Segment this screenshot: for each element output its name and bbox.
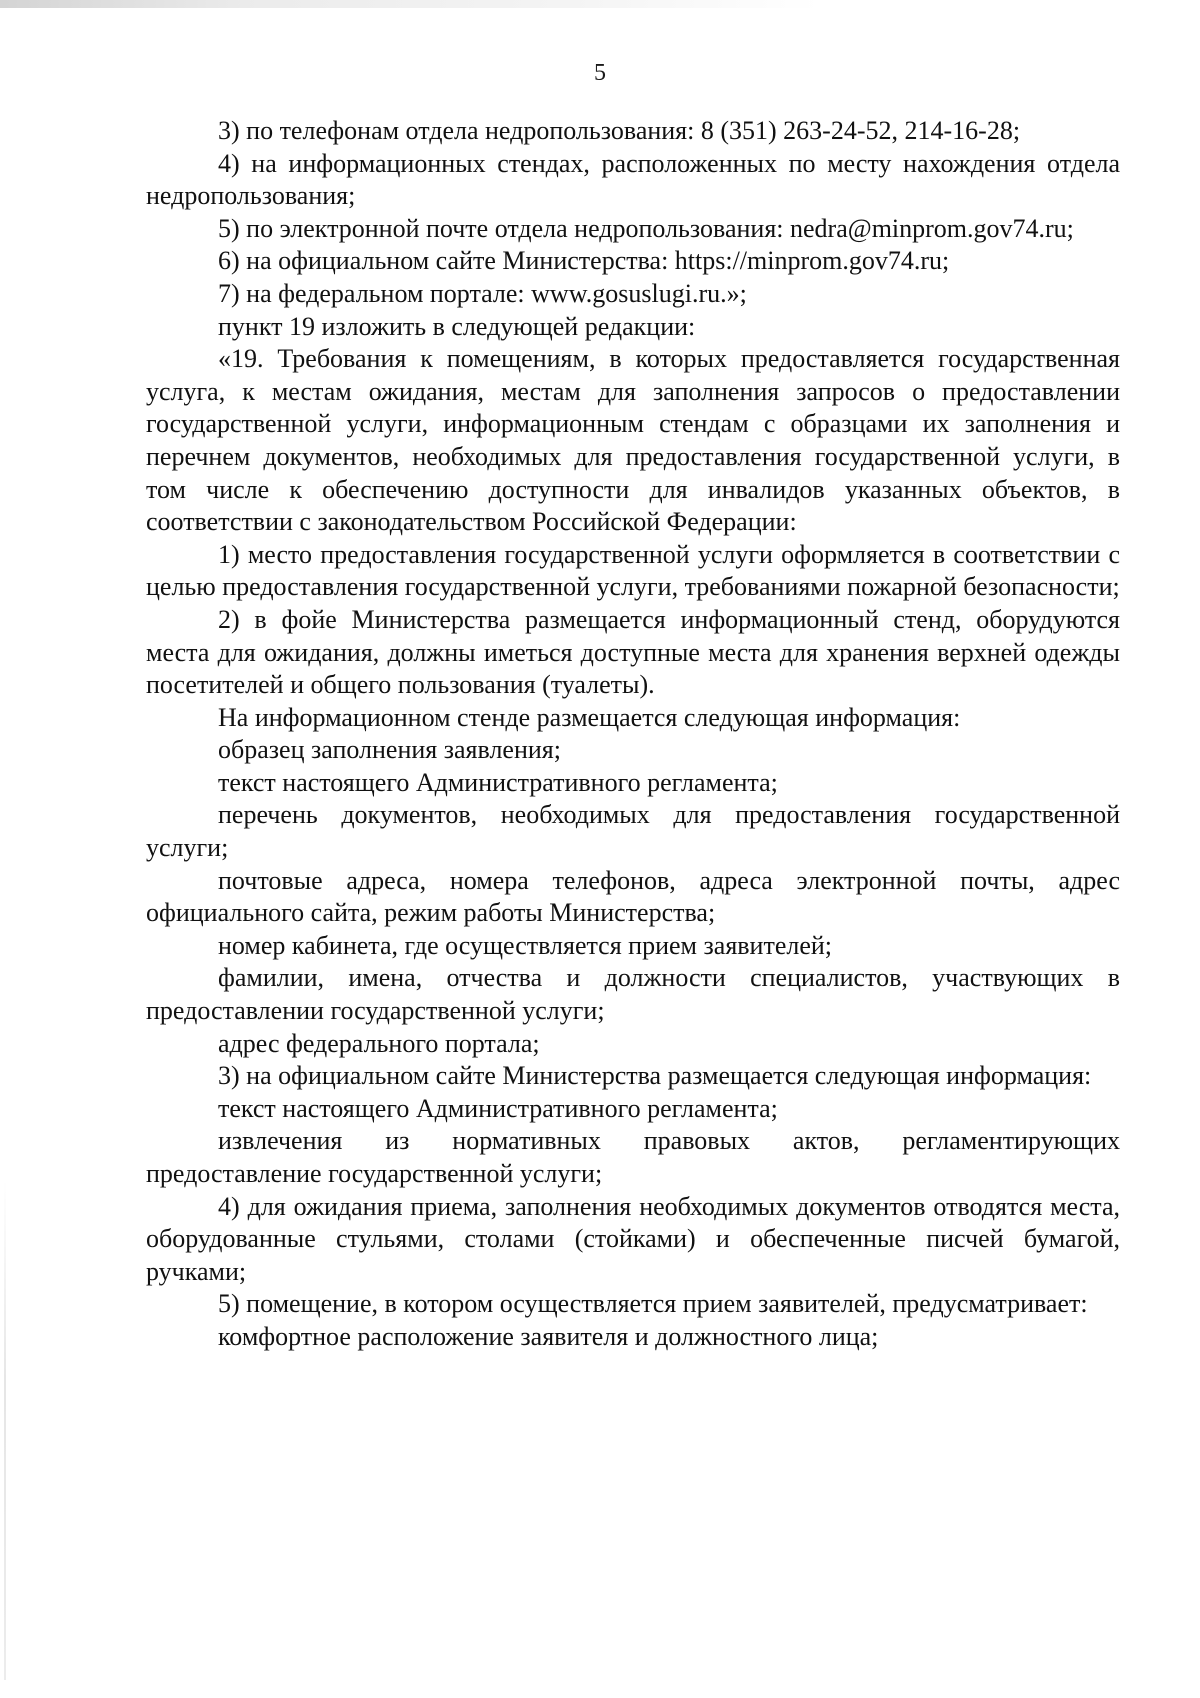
paragraph-14: почтовые адреса, номера телефонов, адреса электронной почты, адрес официального сайта, режим работы Министерства;	[146, 865, 1120, 928]
paragraph-21: 4) для ожидания приема, заполнения необходимых документов отводятся места, оборудованные стульями, столами (стойками) и обеспеченные писчей бумагой, ручками;	[146, 1191, 1120, 1286]
paragraph-3: 5) по электронной почте отдела недропользования: nedra@minprom.gov74.ru;	[218, 213, 1074, 243]
paragraph-17: адрес федерального портала;	[218, 1028, 540, 1058]
paragraph-4: 6) на официальном сайте Министерства: https://minprom.gov74.ru;	[218, 246, 950, 276]
paragraph-16: фамилии, имена, отчества и должности специалистов, участвующих в предоставлении государственной услуги;	[146, 963, 1120, 1026]
paragraph-19: текст настоящего Административного регламента;	[218, 1093, 778, 1123]
paragraph-5: 7) на федеральном портале: www.gosuslugi.ru.»;	[218, 278, 747, 308]
paragraph-20: извлечения из нормативных правовых актов, регламентирующих предоставление государственной услуги;	[146, 1126, 1120, 1188]
paragraph-23: комфортное расположение заявителя и должностного лица;	[218, 1321, 879, 1351]
paragraph-9: 2) в фойе Министерства размещается информационный стенд, оборудуются места для ожидания, должны иметься доступные места для хранения верхней одежды посетителей и общего пользования (туалеты).	[146, 604, 1120, 700]
paragraph-10: На информационном стенде размещается следующая информация:	[218, 702, 961, 732]
paragraph-6: пункт 19 изложить в следующей редакции:	[218, 311, 696, 341]
paragraph-2: 4) на информационных стендах, расположенных по месту нахождения отдела недропользования;	[146, 148, 1120, 211]
paragraph-12: текст настоящего Административного регламента;	[218, 767, 778, 797]
scan-edge-left	[4, 1180, 6, 1680]
paragraph-18: 3) на официальном сайте Министерства размещается следующая информация:	[218, 1061, 1092, 1091]
paragraph-11: образец заполнения заявления;	[218, 735, 561, 765]
paragraph-8: 1) место предоставления государственной услуги оформляется в соответствии с целью предоставления государственной услуги, требованиями пожарной безопасности;	[146, 539, 1120, 602]
document-body	[146, 115, 1120, 1354]
paragraph-1: 3) по телефонам отдела недропользования: 8 (351) 263-24-52, 214-16-28;	[218, 116, 1021, 145]
paragraph-7: «19. Требования к помещениям, в которых предоставляется государственная услуга, к местам ожидания, местам для заполнения запросов о предоставлении государственной услуги, информационным стендам с образцами их заполнения и перечнем документов, необходимых для предоставления государственной услуги, в том числе к обеспечению доступности для инвалидов указанных объектов, в соответствии с законодательством Российской Федерации:	[146, 344, 1120, 537]
page-number: 5	[594, 60, 606, 86]
paragraph-15: номер кабинета, где осуществляется прием заявителей;	[218, 930, 833, 960]
paragraph-13: перечень документов, необходимых для предоставления государственной услуги;	[146, 800, 1120, 863]
paragraph-22: 5) помещение, в котором осуществляется прием заявителей, предусматривает:	[218, 1289, 1088, 1319]
scan-edge-top	[0, 0, 820, 8]
